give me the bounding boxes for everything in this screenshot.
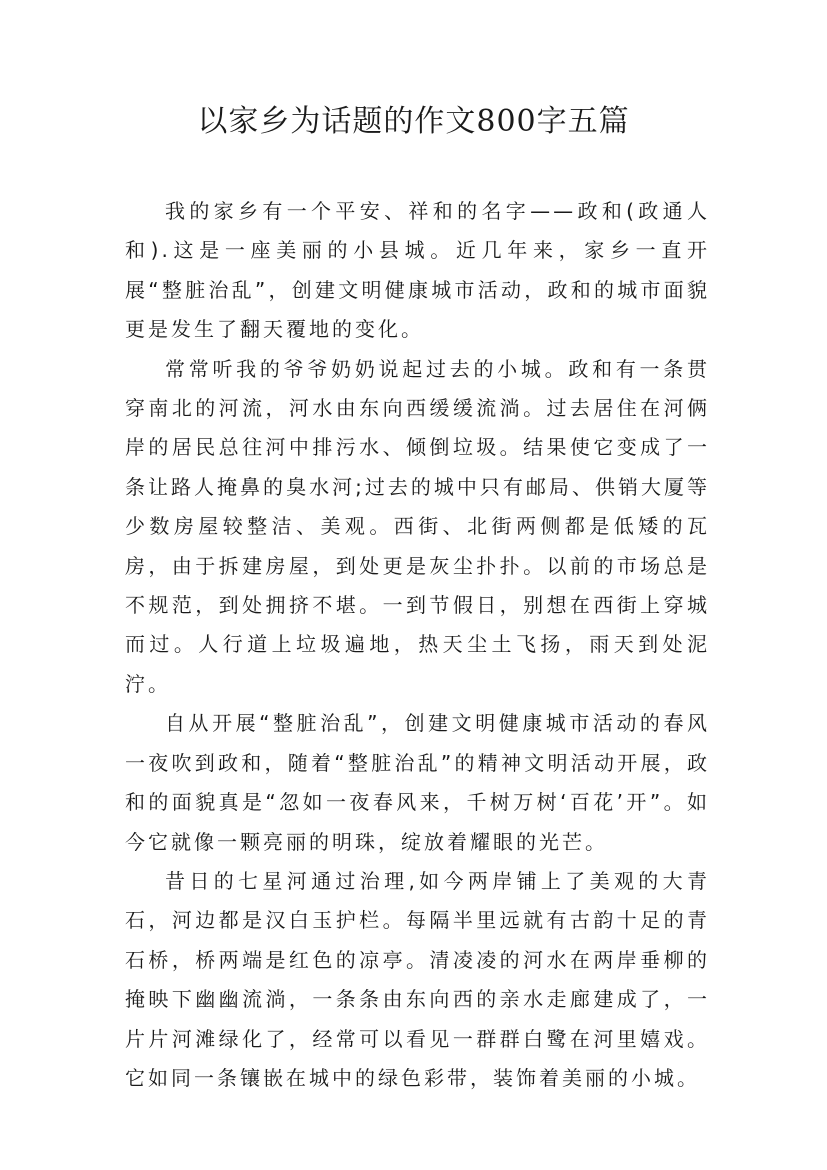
paragraph: 我的家乡有一个平安、祥和的名字——政和(政通人和).这是一座美丽的小县城。近几年来，家乡一直开展“整脏治乱”，创建文明健康城市活动，政和的城市面貌更是发生了翻天覆地的变化。 (125, 199, 710, 342)
paragraph: 常常听我的爷爷奶奶说起过去的小城。政和有一条贯穿南北的河流，河水由东向西缓缓流淌。过去居住在河俩岸的居民总往河中排污水、倾倒垃圾。结果使它变成了一条让路人掩鼻的臭水河;过去的城中只有邮局、供销大厦等少数房屋较整洁、美观。西街、北街两侧都是低矮的瓦房，由于拆建房屋，到处更是灰尘扑扑。以前的市场总是不规范，到处拥挤不堪。一到节假日，别想在西街上穿城而过。人行道上垃圾遍地，热天尘土飞扬，雨天到处泥泞。 (125, 356, 710, 696)
paragraph: 昔日的七星河通过治理,如今两岸铺上了美观的大青石，河边都是汉白玉护栏。每隔半里远就有古韵十足的青石桥，桥两端是红色的凉亭。清凌凌的河水在两岸垂柳的掩映下幽幽流淌，一条条由东向西的亲水走廊建成了，一片片河滩绿化了，经常可以看见一群群白鹭在河里嬉戏。它如同一条镶嵌在城中的绿色彩带，装饰着美丽的小城。 (125, 868, 710, 1090)
document-title: 以家乡为话题的作文800字五篇 (197, 104, 630, 139)
document-body (125, 192, 710, 1098)
paragraph: 自从开展“整脏治乱”，创建文明健康城市活动的春风一夜吹到政和，随着“整脏治乱”的精神文明活动开展，政和的面貌真是“忽如一夜春风来，千树万树‘百花’开”。如今它就像一颗亮丽的明珠，绽放着耀眼的光芒。 (125, 711, 710, 854)
